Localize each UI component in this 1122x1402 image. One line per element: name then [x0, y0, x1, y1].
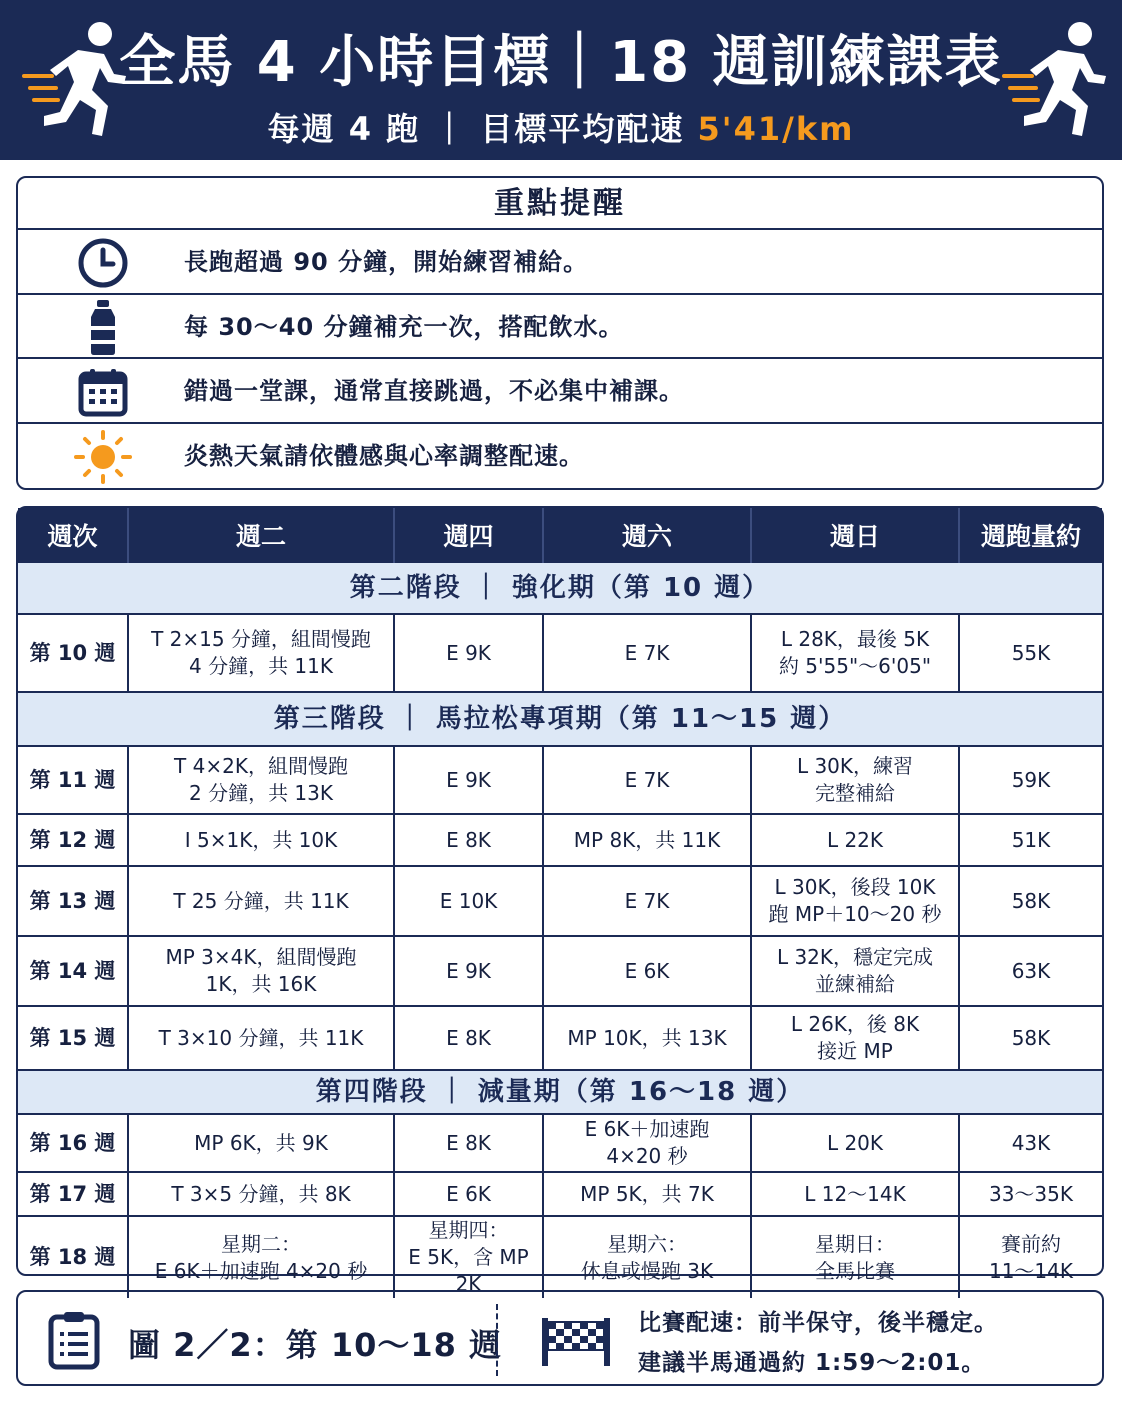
thursday-cell: E 9K [394, 614, 543, 692]
week-cell: 第 14 週 [18, 936, 128, 1006]
weekly-volume-cell: 賽前約 11～14K [959, 1216, 1102, 1298]
thursday-cell: E 9K [394, 936, 543, 1006]
tuesday-cell: MP 6K，共 9K [128, 1114, 394, 1172]
table-row [18, 1114, 1102, 1172]
page-subtitle [0, 104, 1122, 150]
sunday-cell: L 12～14K [751, 1172, 959, 1216]
sunday-cell: L 30K，後段 10K 跑 MP＋10～20 秒 [751, 866, 959, 936]
reminders-title: 重點提醒 [18, 178, 1102, 230]
column-header-thursday: 週四 [394, 508, 543, 562]
saturday-cell: E 6K＋加速跑 4×20 秒 [543, 1114, 751, 1172]
table-header-row [18, 508, 1102, 562]
weekly-volume-cell: 43K [959, 1114, 1102, 1172]
table-row [18, 614, 1102, 692]
thursday-cell: 星期四： E 5K，含 MP 2K [394, 1216, 543, 1298]
race-pace-note: 比賽配速：前半保守，後半穩定。 [638, 1310, 998, 1336]
sunday-cell: L 32K，穩定完成 並練補給 [751, 936, 959, 1006]
table-row [18, 1006, 1102, 1070]
week-cell: 第 15 週 [18, 1006, 128, 1070]
column-header-sunday: 週日 [751, 508, 959, 562]
thursday-cell: E 9K [394, 746, 543, 814]
thursday-cell: E 8K [394, 1114, 543, 1172]
week-cell: 第 13 週 [18, 866, 128, 936]
reminder-row [18, 359, 1102, 424]
phase-row [18, 562, 1102, 614]
sunday-cell: L 26K，後 8K 接近 MP [751, 1006, 959, 1070]
phase-label: 第三階段 ｜ 馬拉松專項期（第 11～15 週） [18, 692, 1102, 746]
water-bottle-icon [74, 302, 132, 354]
subtitle-text: 每週 4 跑 ｜ 目標平均配速 [267, 110, 698, 148]
table-row [18, 866, 1102, 936]
clipboard-icon [48, 1310, 100, 1370]
reminder-row [18, 295, 1102, 360]
weekly-volume-cell: 59K [959, 746, 1102, 814]
weekly-volume-cell: 63K [959, 936, 1102, 1006]
key-reminders-panel [16, 176, 1104, 490]
page-title: 全馬 4 小時目標｜18 週訓練課表 [119, 30, 1003, 95]
saturday-cell: MP 10K，共 13K [543, 1006, 751, 1070]
reminder-text: 錯過一堂課，通常直接跳過，不必集中補課。 [184, 377, 684, 405]
tuesday-cell: T 2×15 分鐘，組間慢跑 4 分鐘，共 11K [128, 614, 394, 692]
footer-panel [16, 1290, 1104, 1386]
week-cell: 第 18 週 [18, 1216, 128, 1298]
column-header-saturday: 週六 [543, 508, 751, 562]
reminder-text: 長跑超過 90 分鐘，開始練習補給。 [184, 248, 589, 276]
saturday-cell: 星期六： 休息或慢跑 3K [543, 1216, 751, 1298]
tuesday-cell: I 5×1K，共 10K [128, 814, 394, 866]
tuesday-cell: T 3×10 分鐘，共 11K [128, 1006, 394, 1070]
tuesday-cell: T 25 分鐘，共 11K [128, 866, 394, 936]
page-header [0, 0, 1122, 160]
footer-divider [496, 1304, 498, 1376]
training-schedule-table [16, 506, 1104, 1296]
phase-row [18, 692, 1102, 746]
weekly-volume-cell: 55K [959, 614, 1102, 692]
phase-row [18, 1070, 1102, 1114]
tuesday-cell: 星期二： E 6K＋加速跑 4×20 秒 [128, 1216, 394, 1298]
saturday-cell: MP 5K，共 7K [543, 1172, 751, 1216]
reminder-row [18, 424, 1102, 489]
sunday-cell: L 28K，最後 5K 約 5'55"～6'05" [751, 614, 959, 692]
week-cell: 第 17 週 [18, 1172, 128, 1216]
phase-label: 第四階段 ｜ 減量期（第 16～18 週） [18, 1070, 1102, 1114]
weekly-volume-cell: 51K [959, 814, 1102, 866]
table-row [18, 746, 1102, 814]
saturday-cell: E 6K [543, 936, 751, 1006]
table-row [18, 1216, 1102, 1298]
sunday-cell: L 30K，練習 完整補給 [751, 746, 959, 814]
thursday-cell: E 8K [394, 1006, 543, 1070]
saturday-cell: E 7K [543, 866, 751, 936]
phase-label: 第二階段 ｜ 強化期（第 10 週） [18, 562, 1102, 614]
saturday-cell: MP 8K，共 11K [543, 814, 751, 866]
figure-label: 圖 2／2：第 10～18 週 [128, 1326, 503, 1364]
sunday-cell: 星期日： 全馬比賽 [751, 1216, 959, 1298]
calendar-icon [74, 366, 132, 418]
tuesday-cell: T 3×5 分鐘，共 8K [128, 1172, 394, 1216]
weekly-volume-cell: 58K [959, 866, 1102, 936]
tuesday-cell: T 4×2K，組間慢跑 2 分鐘，共 13K [128, 746, 394, 814]
column-header-week: 週次 [18, 508, 128, 562]
week-cell: 第 16 週 [18, 1114, 128, 1172]
column-header-weekly-volume: 週跑量約 [959, 508, 1102, 562]
weekly-volume-cell: 33～35K [959, 1172, 1102, 1216]
week-cell: 第 10 週 [18, 614, 128, 692]
sunday-cell: L 22K [751, 814, 959, 866]
table-row [18, 1172, 1102, 1216]
table-row [18, 814, 1102, 866]
reminder-text: 每 30～40 分鐘補充一次，搭配飲水。 [184, 312, 624, 341]
column-header-tuesday: 週二 [128, 508, 394, 562]
target-pace: 5'41/km [697, 110, 855, 148]
runner-icon [1002, 18, 1112, 143]
sun-icon [74, 431, 132, 483]
thursday-cell: E 10K [394, 866, 543, 936]
saturday-cell: E 7K [543, 614, 751, 692]
clock-icon [74, 237, 132, 289]
reminder-text: 炎熱天氣請依體感與心率調整配速。 [184, 441, 584, 470]
table-row [18, 936, 1102, 1006]
week-cell: 第 11 週 [18, 746, 128, 814]
week-cell: 第 12 週 [18, 814, 128, 866]
checkered-flag-icon [540, 1312, 612, 1368]
sunday-cell: L 20K [751, 1114, 959, 1172]
reminder-row [18, 230, 1102, 295]
thursday-cell: E 8K [394, 814, 543, 866]
half-split-note: 建議半馬通過約 1:59～2:01。 [638, 1350, 986, 1376]
tuesday-cell: MP 3×4K，組間慢跑 1K，共 16K [128, 936, 394, 1006]
saturday-cell: E 7K [543, 746, 751, 814]
thursday-cell: E 6K [394, 1172, 543, 1216]
weekly-volume-cell: 58K [959, 1006, 1102, 1070]
